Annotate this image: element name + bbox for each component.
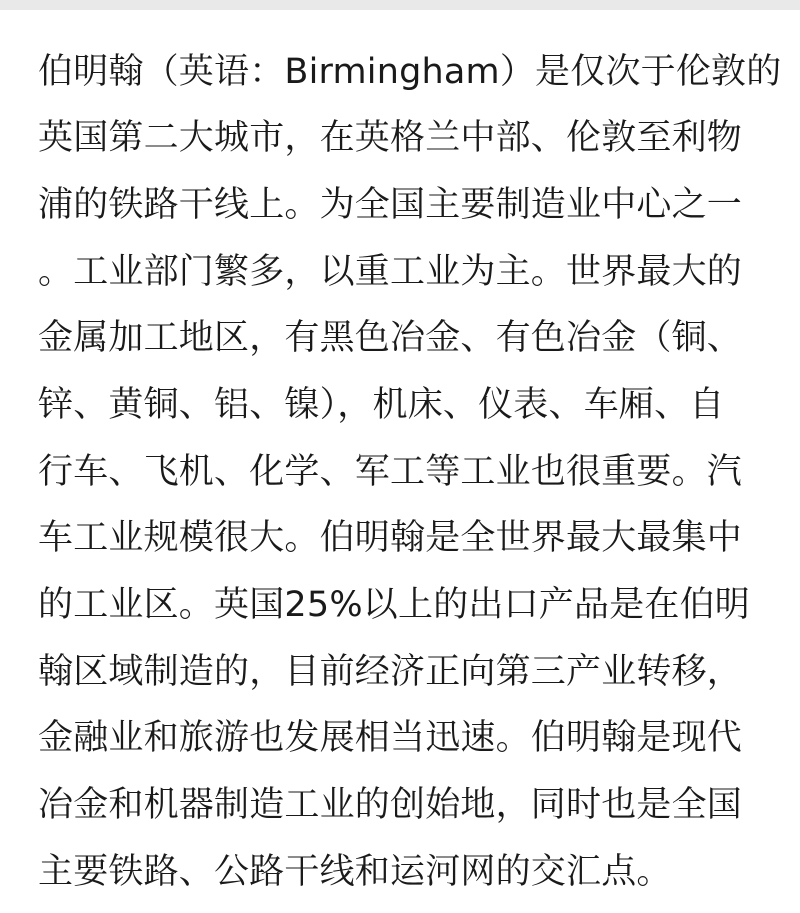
text-line: 。工业部门繁多，以重工业为主。世界最大的 bbox=[38, 252, 743, 292]
text-line: 冶金和机器制造工业的创始地，同时也是全国 bbox=[38, 785, 743, 825]
text-line: 英国第二大城市，在英格兰中部、伦敦至利物 bbox=[38, 118, 743, 158]
text-line: 伯明翰（英语：Birmingham）是仅次于伦敦的 bbox=[38, 52, 782, 92]
text-line: 车工业规模很大。伯明翰是全世界最大最集中 bbox=[38, 518, 743, 558]
text-line: 浦的铁路干线上。为全国主要制造业中心之一 bbox=[38, 185, 743, 225]
text-line: 锌、黄铜、铝、镍），机床、仪表、车厢、自 bbox=[38, 385, 725, 425]
text-line: 金融业和旅游也发展相当迅速。伯明翰是现代 bbox=[38, 718, 743, 758]
text-line: 行车、飞机、化学、军工等工业也很重要。汽 bbox=[38, 452, 743, 492]
text-line: 的工业区。英国25%以上的出口产品是在伯明 bbox=[38, 585, 750, 625]
text-line: 翰区域制造的，目前经济正向第三产业转移， bbox=[38, 652, 743, 692]
text-line: 主要铁路、公路干线和运河网的交汇点。 bbox=[38, 852, 672, 892]
top-edge-bar bbox=[0, 0, 800, 10]
text-line: 金属加工地区，有黑色冶金、有色冶金（铜、 bbox=[38, 318, 743, 358]
